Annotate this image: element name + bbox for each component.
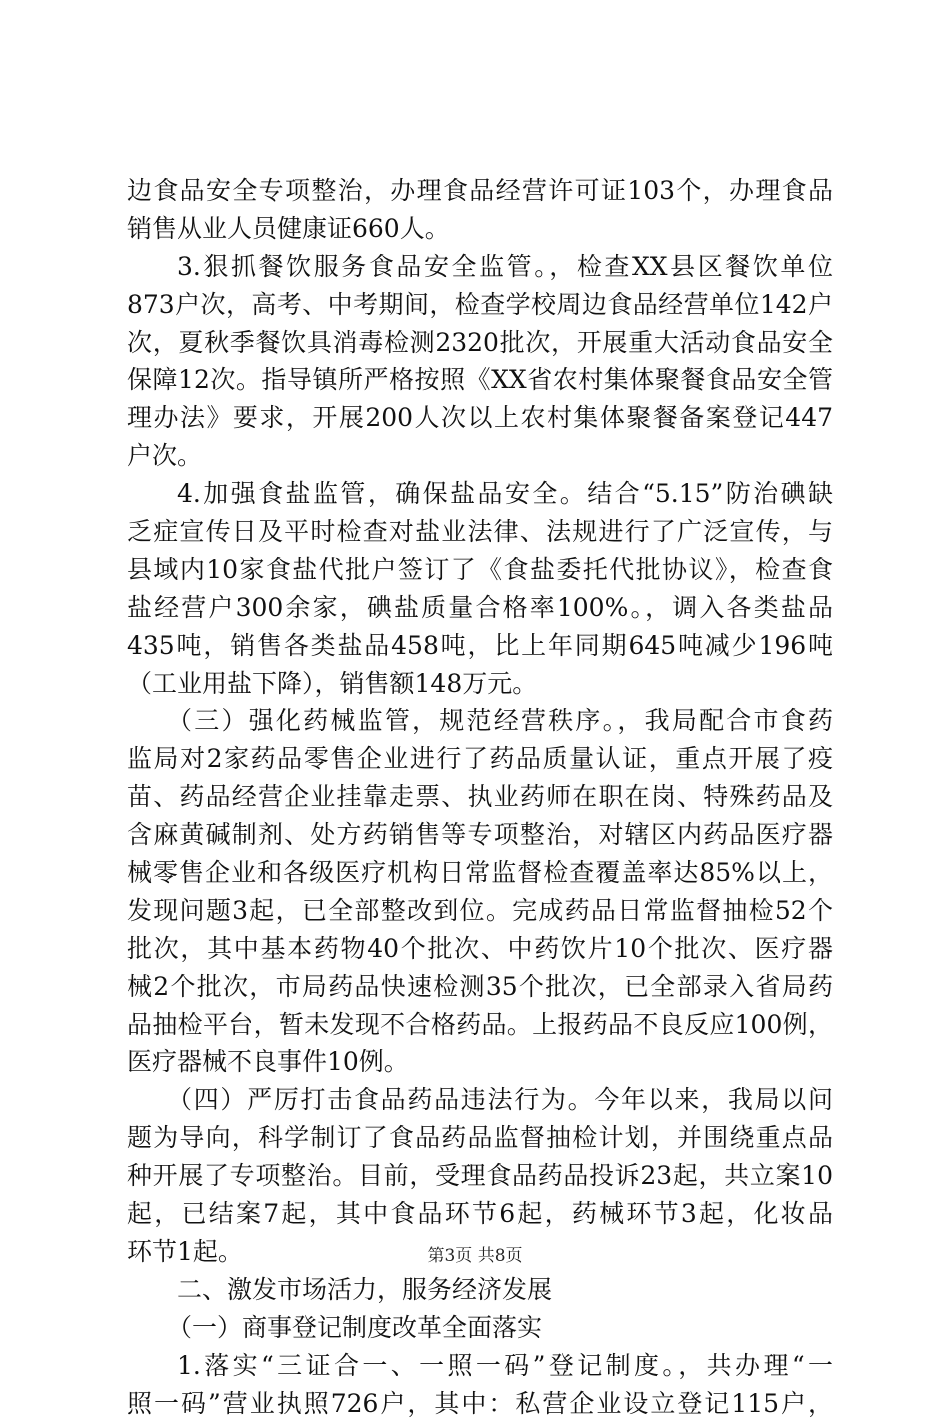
text-line-21: 批次，其中基本药物40个批次、中药饮片10个批次、医疗器 (127, 930, 833, 968)
page-footer (0, 1244, 950, 1268)
text-line-13: 435吨，销售各类盐品458吨，比上年同期645吨减少196吨 (127, 627, 833, 665)
text-line-11: 县域内10家食盐代批户签订了《食盐委托代批协议》，检查食 (127, 551, 833, 589)
subsection-heading-2-1: （一）商事登记制度改革全面落实 (127, 1309, 833, 1347)
text-line-5: 次，夏秋季餐饮具消毒检测2320批次，开展重大活动食品安全 (127, 324, 833, 362)
text-line-20: 发现问题3起，已全部整改到位。完成药品日常监督抽检52个 (127, 892, 833, 930)
text-line-16: 监局对2家药品零售企业进行了药品质量认证，重点开展了疫 (127, 740, 833, 778)
text-line-22: 械2个批次，市局药品快速检测35个批次，已全部录入省局药 (127, 968, 833, 1006)
text-line-8: 户次。 (127, 437, 833, 475)
text-line-29: 环节1起。 (127, 1233, 833, 1271)
text-line-12: 盐经营户300余家，碘盐质量合格率100%。，调入各类盐品 (127, 589, 833, 627)
text-line-6: 保障12次。指导镇所严格按照《XX省农村集体聚餐食品安全管 (127, 361, 833, 399)
text-line-3: 3.狠抓餐饮服务食品安全监管。，检查XX县区餐饮单位 (127, 248, 833, 286)
text-line-23: 品抽检平台，暂未发现不合格药品。上报药品不良反应100例， (127, 1006, 833, 1044)
text-line-19: 械零售企业和各级医疗机构日常监督检查覆盖率达85%以上， (127, 854, 833, 892)
text-line-27: 种开展了专项整治。目前，受理食品药品投诉23起，共立案10 (127, 1157, 833, 1195)
text-line-28: 起，已结案7起，其中食品环节6起，药械环节3起，化妆品 (127, 1195, 833, 1233)
text-line-33: 照一码”营业执照726户，其中：私营企业设立登记115户， (127, 1385, 833, 1422)
text-line-25: （四）严厉打击食品药品违法行为。今年以来，我局以问 (127, 1081, 833, 1119)
text-line-7: 理办法》要求，开展200人次以上农村集体聚餐备案登记447 (127, 399, 833, 437)
text-line-2: 销售从业人员健康证660人。 (127, 210, 833, 248)
text-line-26: 题为导向，科学制订了食品药品监督抽检计划，并围绕重点品 (127, 1119, 833, 1157)
page-number-label: 第3页 共8页 (427, 1246, 522, 1266)
text-line-17: 苗、药品经营企业挂靠走票、执业药师在职在岗、特殊药品及 (127, 778, 833, 816)
text-line-4: 873户次，高考、中考期间，检查学校周边食品经营单位142户 (127, 286, 833, 324)
text-line-10: 乏症宣传日及平时检查对盐业法律、法规进行了广泛宣传，与 (127, 513, 833, 551)
text-line-32: 1.落实“三证合一、一照一码”登记制度。，共办理“一 (127, 1347, 833, 1385)
text-line-15: （三）强化药械监管，规范经营秩序。，我局配合市食药 (127, 702, 833, 740)
text-line-1: 边食品安全专项整治，办理食品经营许可证103个，办理食品 (127, 172, 833, 210)
text-line-24: 医疗器械不良事件10例。 (127, 1043, 833, 1081)
text-line-9: 4.加强食盐监管，确保盐品安全。结合“5.15”防治碘缺 (127, 475, 833, 513)
text-line-14: （工业用盐下降），销售额148万元。 (127, 665, 833, 703)
document-body (127, 172, 833, 1422)
section-heading-2: 二、激发市场活力，服务经济发展 (127, 1271, 833, 1309)
text-line-18: 含麻黄碱制剂、处方药销售等专项整治，对辖区内药品医疗器 (127, 816, 833, 854)
